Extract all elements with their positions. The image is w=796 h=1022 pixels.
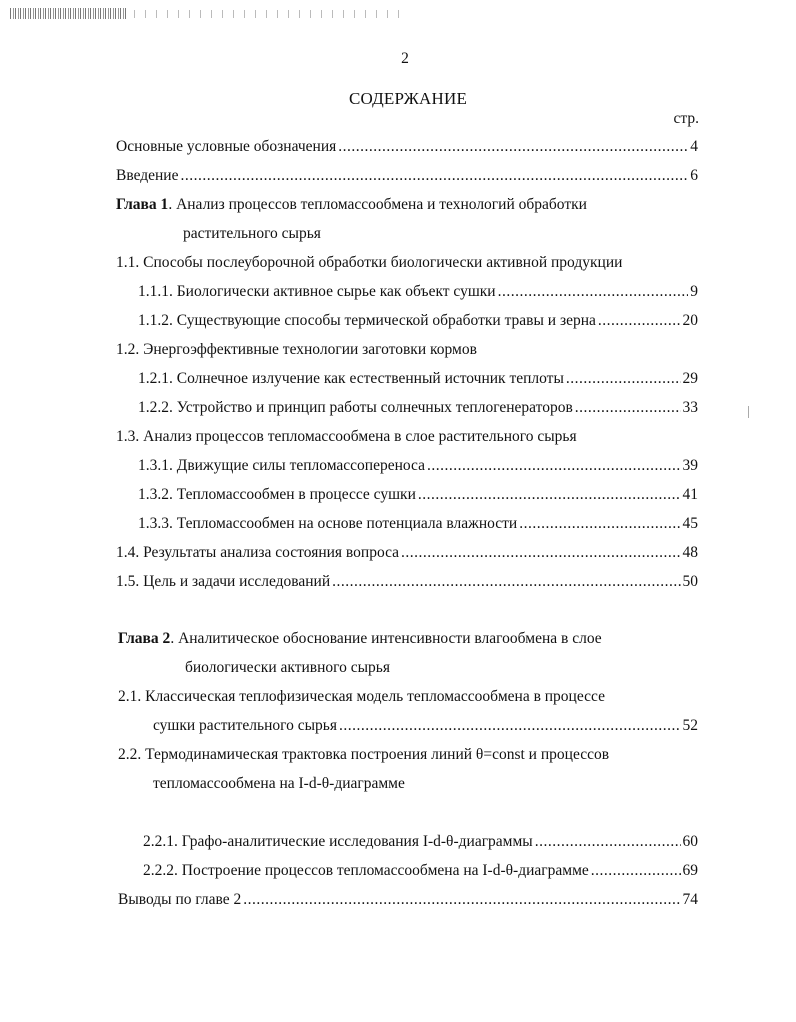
toc-section-1-2: 1.2. Энергоэффективные технологии заготовки кормов xyxy=(116,341,477,358)
toc-entry-text: 1.3.2. Тепломассообмен в процессе сушки xyxy=(138,486,416,503)
scan-edge-mark xyxy=(748,406,749,418)
toc-entry-introduction xyxy=(116,167,698,185)
toc-leader-dots xyxy=(498,283,689,301)
toc-leader-dots xyxy=(243,891,680,909)
toc-chapter-1 xyxy=(116,196,587,214)
toc-chapter-2 xyxy=(118,630,602,648)
toc-entry-text: 1.1.2. Существующие способы термической обработки травы и зерна xyxy=(138,312,596,329)
toc-leader-dots xyxy=(566,370,681,388)
toc-entry-text: 1.3.3. Тепломассообмен на основе потенциала влажности xyxy=(138,515,518,532)
toc-leader-dots xyxy=(598,312,681,330)
toc-entry-1-1-1 xyxy=(138,283,698,301)
chapter-label: Глава 1 xyxy=(116,196,169,213)
toc-leader-dots xyxy=(535,833,681,851)
toc-page-number: 60 xyxy=(682,833,698,850)
toc-entry-2-1-continued xyxy=(153,717,698,735)
scan-barcode-marks xyxy=(10,8,128,19)
page-number: 2 xyxy=(401,50,409,67)
toc-entry-text: 1.1.1. Биологически активное сырье как объект сушки xyxy=(138,283,496,300)
toc-entry-text: сушки растительного сырья xyxy=(153,717,337,734)
toc-entry-text: 2.2.1. Графо-аналитические исследования I-d-θ-диаграммы xyxy=(143,833,533,850)
toc-leader-dots xyxy=(427,457,681,475)
toc-section-2-2-continued: тепломассообмена на I-d-θ-диаграмме xyxy=(153,775,405,792)
toc-entry-2-2-1 xyxy=(143,833,698,851)
toc-entry-1-2-1 xyxy=(138,370,698,388)
toc-chapter-2-continued: биологически активного сырья xyxy=(185,659,390,676)
toc-leader-dots xyxy=(575,399,681,417)
toc-leader-dots xyxy=(401,544,680,562)
toc-entry-text: 1.3.1. Движущие силы тепломассопереноса xyxy=(138,457,425,474)
toc-page-number: 39 xyxy=(682,457,698,474)
chapter-title: . Аналитическое обоснование интенсивности влагообмена в слое xyxy=(170,630,602,647)
toc-leader-dots xyxy=(339,717,681,735)
toc-leader-dots xyxy=(591,862,681,880)
toc-page-number: 52 xyxy=(682,717,698,734)
toc-page-number: 45 xyxy=(682,515,698,532)
toc-entry-text: Введение xyxy=(116,167,179,184)
toc-page-number: 6 xyxy=(690,167,698,184)
toc-entry-text: Выводы по главе 2 xyxy=(118,891,242,908)
scan-tick-marks xyxy=(134,10,400,18)
toc-entry-1-1-2 xyxy=(138,312,698,330)
toc-section-1-3: 1.3. Анализ процессов тепломассообмена в слое растительного сырья xyxy=(116,428,577,445)
toc-page-number: 41 xyxy=(682,486,698,503)
toc-chapter-1-continued: растительного сырья xyxy=(183,225,321,242)
toc-page-number: 4 xyxy=(690,138,698,155)
toc-leader-dots xyxy=(519,515,680,533)
toc-entry-1-3-2 xyxy=(138,486,698,504)
toc-leader-dots xyxy=(418,486,681,504)
toc-page-number: 20 xyxy=(682,312,698,329)
toc-entry-text: Основные условные обозначения xyxy=(116,138,337,155)
toc-entry-text: 1.2.1. Солнечное излучение как естественный источник теплоты xyxy=(138,370,564,387)
toc-leader-dots xyxy=(332,573,680,591)
page-title: СОДЕРЖАНИЕ xyxy=(348,89,468,108)
toc-entry-text: 1.5. Цель и задачи исследований xyxy=(116,573,331,590)
toc-entry-1-2-2 xyxy=(138,399,698,417)
toc-entry-1-5 xyxy=(116,573,698,591)
toc-entry-notation xyxy=(116,138,698,156)
toc-leader-dots xyxy=(338,138,688,156)
toc-section-1-1: 1.1. Способы послеуборочной обработки биологически активной продукции xyxy=(116,254,623,271)
toc-page-number: 9 xyxy=(690,283,698,300)
toc-section-2-1: 2.1. Классическая теплофизическая модель тепломассообмена в процессе xyxy=(118,688,605,705)
toc-section-2-2: 2.2. Термодинамическая трактовка построения линий θ=const и процессов xyxy=(118,746,610,763)
toc-page-number: 69 xyxy=(682,862,698,879)
toc-entry-text: 2.2.2. Построение процессов тепломассообмена на I-d-θ-диаграмме xyxy=(143,862,589,879)
chapter-label: Глава 2 xyxy=(118,630,171,647)
toc-page-number: 33 xyxy=(682,399,698,416)
toc-leader-dots xyxy=(180,167,688,185)
toc-entry-conclusions-2 xyxy=(118,891,698,909)
toc-entry-text: 1.2.2. Устройство и принцип работы солнечных теплогенераторов xyxy=(138,399,573,416)
toc-entry-1-3-3 xyxy=(138,515,698,533)
toc-entry-1-3-1 xyxy=(138,457,698,475)
page-column-label: стр. xyxy=(673,110,699,127)
toc-page-number: 74 xyxy=(682,891,698,908)
toc-entry-1-4 xyxy=(116,544,698,562)
scan-artifact-marks xyxy=(10,6,400,20)
toc-page-number: 48 xyxy=(682,544,698,561)
toc-entry-text: 1.4. Результаты анализа состояния вопроса xyxy=(116,544,400,561)
toc-page-number: 50 xyxy=(682,573,698,590)
chapter-title: . Анализ процессов тепломассообмена и технологий обработки xyxy=(168,196,587,213)
toc-entry-2-2-2 xyxy=(143,862,698,880)
toc-page-number: 29 xyxy=(682,370,698,387)
